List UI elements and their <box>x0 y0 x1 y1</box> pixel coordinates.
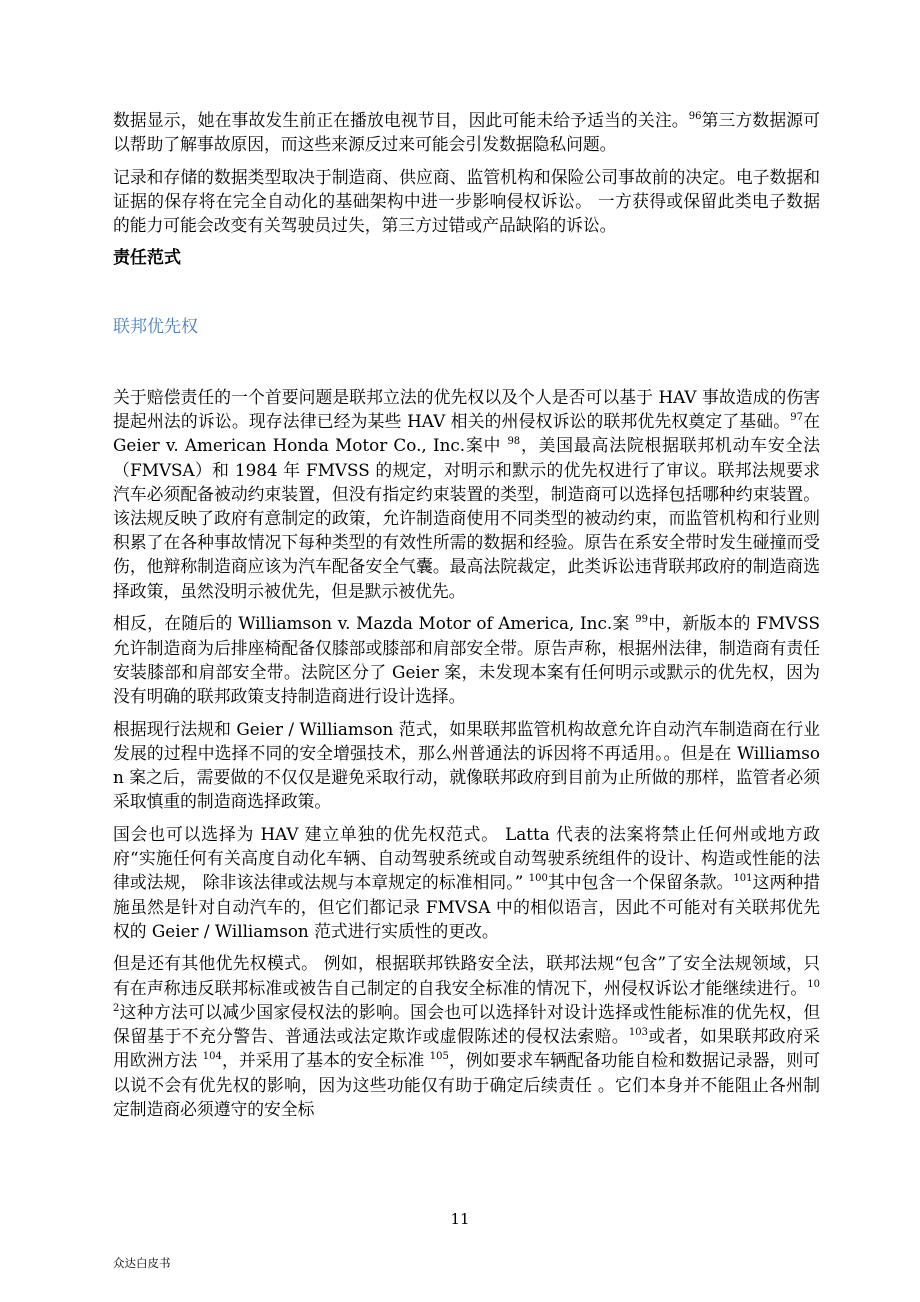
paragraph-congress: 国会也可以选择为 HAV 建立单独的优先权范式。 Latta 代表的法案将禁止任何州或地方政府“实施任何有关高度自动化车辆、自动驾驶系统或自动驾驶系统组件的设计、构造或性能的法律或法规， 除非该法律或法规与本章规定的标准相同。” $^{100}$其中包含一个保留条款。$^{101}$这两种措施虽然是针对自动汽车的，但它们都记录 FMVSA 中的相似语言，因此不可能对有关联邦优先权的 Geier / Williamson 范式进行实质性的更改。 <box>113 823 820 941</box>
footnote-ref-100[interactable]: 100 <box>528 873 548 885</box>
footer-publication-name: 众达白皮书 <box>113 1256 171 1270</box>
heading-federal-preemption: 联邦优先权 <box>113 317 198 338</box>
footnote-ref-105[interactable]: 105 <box>429 1051 449 1063</box>
page-number: 11 <box>450 1210 470 1228</box>
paragraph-geier: 关于赔偿责任的一个首要问题是联邦立法的优先权以及个人是否可以基于 HAV 事故造成的伤害提起州法的诉讼。现存法律已经为某些 HAV 相关的州侵权诉讼的联邦优先权奠定了基础。$^{97}$在 Geier v. American Honda Motor Co., Inc.案中 $^{98}$，美国最高法院根据联邦机动车安全法（FMVSA）和 1984 年 FMVSS 的规定，对明示和默示的优先权进行了审议。联邦法规要求汽车必须配备被动约束装置，但没有指定约束装置的类型，制造商可以选择包括哪种约束装置。 该法规反映了政府有意制定的政策，允许制造商使用不同类型的被动约束，而监管机构和行业则积累了在各种事故情况下每种类型的有效性所需的数据和经验。原告在系安全带时发生碰撞而受伤，他辩称制造商应该为汽车配备安全气囊。最高法院裁定，此类诉讼违背联邦政府的制造商选择政策，虽然没明示被优先，但是默示被优先。 <box>113 387 820 601</box>
footnote-ref-96[interactable]: 96 <box>688 111 702 122</box>
footnote-ref-97[interactable]: 97 <box>790 412 803 424</box>
footnote-ref-103[interactable]: 103 <box>628 1027 649 1039</box>
paragraph-other-models: 但是还有其他优先权模式。 例如，根据联邦铁路安全法，联邦法规“包含”了安全法规领域，只有在声称违反联邦标准或被告自己制定的自我安全标准的情况下，州侵权诉讼才能继续进行。$^{102}$这种方法可以减少国家侵权法的影响。国会也可以选择针对设计选择或性能标准的优先权，但保留基于不充分警告、普通法或法定欺诈或虚假陈述的侵权法索赔。$^{103}$或者，如果联邦政府采用欧洲方法 $^{104}$，并采用了基本的安全标准 $^{105}$，例如要求车辆配备功能自检和数据记录器，则可以说不会有优先权的影响，因为这些功能仅有助于确定后续责任 。它们本身并不能阻止各州制定制造商必须遵守的安全标 <box>113 953 820 1119</box>
paragraph-data-storage: 记录和存储的数据类型取决于制造商、供应商、监管机构和保险公司事故前的决定。电子数据和证据的保存将在完全自动化的基础架构中进一步影响侵权诉讼。 一方获得或保留此类电子数据的能力可能会改变有关驾驶员过失，第三方过错或产品缺陷的诉讼。 <box>113 166 820 236</box>
page-body <box>113 108 820 1129</box>
paragraph-data-display: 数据显示，她在事故发生前正在播放电视节目，因此可能未给予适当的关注。$^{96}$第三方数据源可以帮助了解事故原因，而这些来源反过来可能会引发数据隐私问题。 <box>113 110 820 155</box>
footnote-ref-98[interactable]: 98 <box>507 436 521 448</box>
footnote-ref-101[interactable]: 101 <box>733 873 753 885</box>
footnote-ref-104[interactable]: 104 <box>202 1051 222 1063</box>
footnote-ref-102[interactable]: 102 <box>113 978 820 1014</box>
heading-liability-paradigm: 责任范式 <box>113 248 181 269</box>
footnote-ref-99[interactable]: 99 <box>635 614 648 626</box>
paragraph-williamson: 相反，在随后的 Williamson v. Mazda Motor of America, Inc.案 $^{99}$中，新版本的 FMVSS 允许制造商为后排座椅配备仅膝部或膝部和肩部安全带。原告声称，根据州法律，制造商有责任安装膝部和肩部安全带。法院区分了 Geier 案，未发现本案有任何明示或默示的优先权，因为没有明确的联邦政策支持制造商进行设计选择。 <box>113 613 820 706</box>
paragraph-current-regulation: 根据现行法规和 Geier / Williamson 范式，如果联邦监管机构故意允许自动汽车制造商在行业发展的过程中选择不同的安全增强技术，那么州普通法的诉因将不再适用。。但是在 Williamson 案之后，需要做的不仅仅是避免采取行动，就像联邦政府到目前为止所做的那样，监管者必须采取慎重的制造商选择政策。 <box>113 718 820 812</box>
